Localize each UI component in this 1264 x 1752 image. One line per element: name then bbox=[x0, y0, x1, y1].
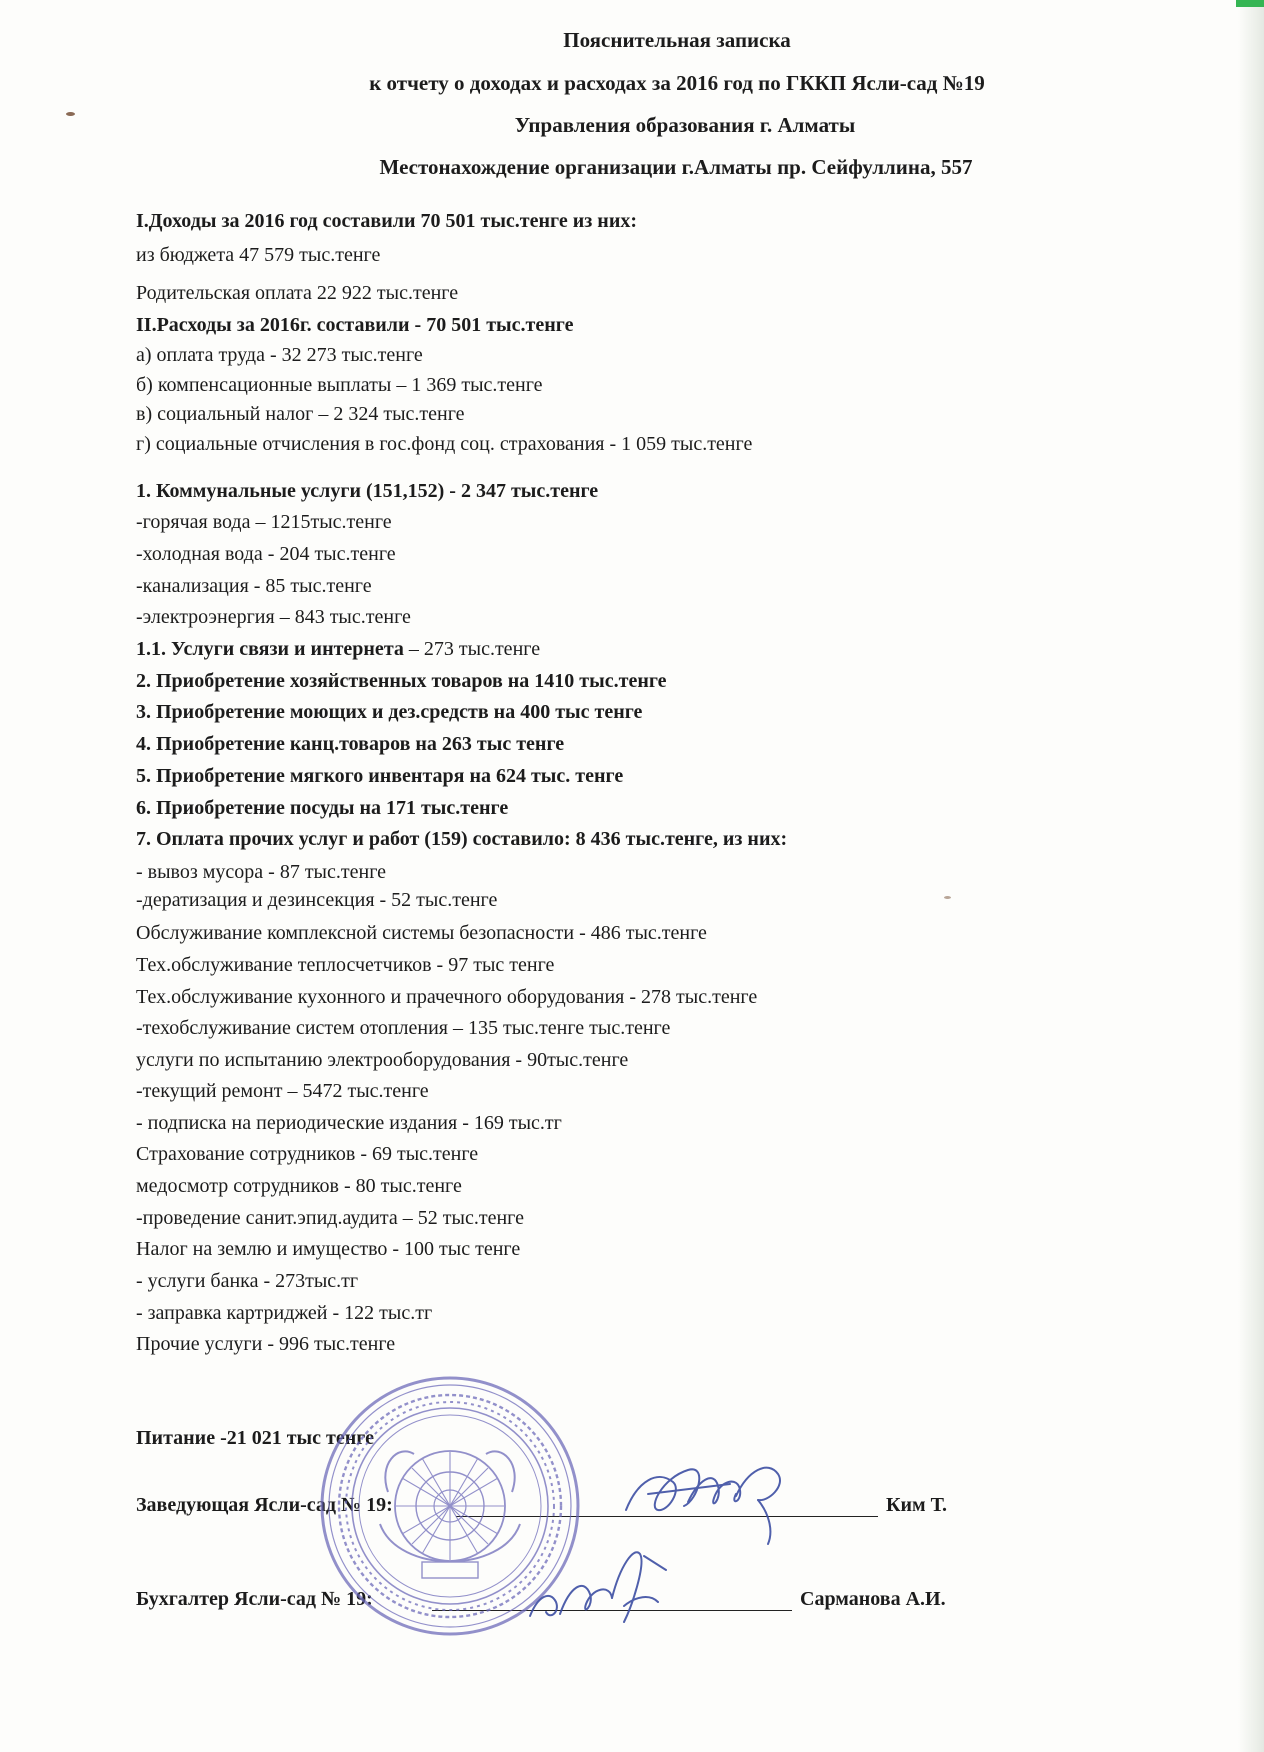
other-services-heading: 7. Оплата прочих услуг и работ (159) составило: 8 436 тыс.тенге, из них: bbox=[136, 828, 788, 850]
other-service-item: -дератизация и дезинсекция - 52 тыс.тенге bbox=[136, 889, 498, 911]
other-service-item: услуги по испытанию электрооборудования - 90тыс.тенге bbox=[136, 1049, 629, 1071]
scan-speck bbox=[944, 896, 951, 899]
communication-label: 1.1. Услуги связи и интернета bbox=[136, 638, 404, 660]
expense-item: а) оплата труда - 32 273 тыс.тенге bbox=[136, 344, 423, 366]
head-signature bbox=[618, 1440, 798, 1550]
expense-item: г) социальные отчисления в гос.фонд соц. страхования - 1 059 тыс.тенге bbox=[136, 433, 753, 455]
expense-item: в) социальный налог – 2 324 тыс.тенге bbox=[136, 403, 465, 425]
purchase-item: 5. Приобретение мягкого инвентаря на 624 тыс. тенге bbox=[136, 765, 624, 787]
income-budget: из бюджета 47 579 тыс.тенге bbox=[136, 244, 381, 266]
scan-speck bbox=[66, 112, 75, 116]
accountant-signature-label: Бухгалтер Ясли-сад № 19: bbox=[136, 1588, 373, 1610]
utilities-heading: 1. Коммунальные услуги (151,152) - 2 347 тыс.тенге bbox=[136, 480, 599, 502]
communication-line bbox=[136, 638, 540, 661]
other-service-item: - вывоз мусора - 87 тыс.тенге bbox=[136, 861, 387, 883]
income-parents: Родительская оплата 22 922 тыс.тенге bbox=[136, 282, 459, 304]
head-signature-label: Заведующая Ясли-сад № 19: bbox=[136, 1494, 393, 1516]
header-location: Местонахождение организации г.Алматы пр. Сейфуллина, 557 bbox=[379, 155, 973, 179]
other-service-item: -проведение санит.эпид.аудита – 52 тыс.тенге bbox=[136, 1207, 524, 1229]
accountant-signature bbox=[520, 1536, 680, 1646]
other-service-item: Тех.обслуживание кухонного и прачечного оборудования - 278 тыс.тенге bbox=[136, 986, 758, 1008]
utilities-item: -канализация - 85 тыс.тенге bbox=[136, 575, 372, 597]
income-heading: I.Доходы за 2016 год составили 70 501 тыс.тенге из них: bbox=[136, 210, 637, 232]
purchase-item: 6. Приобретение посуды на 171 тыс.тенге bbox=[136, 797, 509, 819]
scan-edge-shadow bbox=[1238, 0, 1264, 1752]
food-total: Питание -21 021 тыс тенге bbox=[136, 1427, 374, 1449]
communication-value: – 273 тыс.тенге bbox=[403, 638, 541, 660]
accountant-name: Сарманова А.И. bbox=[800, 1588, 946, 1610]
other-service-item: - услуги банка - 273тыс.тг bbox=[136, 1270, 359, 1292]
purchase-item: 3. Приобретение моющих и дез.средств на 400 тыс тенге bbox=[136, 701, 643, 723]
utilities-item: -холодная вода - 204 тыс.тенге bbox=[136, 543, 396, 565]
other-service-item: - подписка на периодические издания - 169 тыс.тг bbox=[136, 1112, 562, 1134]
other-service-item: Обслуживание комплексной системы безопасности - 486 тыс.тенге bbox=[136, 922, 707, 944]
other-service-item: Страхование сотрудников - 69 тыс.тенге bbox=[136, 1143, 479, 1165]
other-service-item: Прочие услуги - 996 тыс.тенге bbox=[136, 1333, 396, 1355]
expenses-heading: II.Расходы за 2016г. составили - 70 501 тыс.тенге bbox=[136, 314, 574, 336]
expense-item: б) компенсационные выплаты – 1 369 тыс.тенге bbox=[136, 374, 543, 396]
utilities-item: -горячая вода – 1215тыс.тенге bbox=[136, 511, 392, 533]
utilities-item: -электроэнергия – 843 тыс.тенге bbox=[136, 606, 411, 628]
other-service-item: -текущий ремонт – 5472 тыс.тенге bbox=[136, 1080, 429, 1102]
head-name: Ким Т. bbox=[886, 1494, 947, 1516]
document-title: Пояснительная записка bbox=[563, 28, 791, 52]
other-service-item: -техобслуживание систем отопления – 135 тыс.тенге тыс.тенге bbox=[136, 1017, 671, 1039]
other-service-item: - заправка картриджей - 122 тыс.тг bbox=[136, 1302, 433, 1324]
other-service-item: медосмотр сотрудников - 80 тыс.тенге bbox=[136, 1175, 462, 1197]
other-service-item: Налог на землю и имущество - 100 тыс тенге bbox=[136, 1238, 521, 1260]
other-service-item: Тех.обслуживание теплосчетчиков - 97 тыс тенге bbox=[136, 954, 555, 976]
purchase-item: 4. Приобретение канц.товаров на 263 тыс тенге bbox=[136, 733, 565, 755]
corner-mark bbox=[1236, 0, 1264, 7]
purchase-item: 2. Приобретение хозяйственных товаров на 1410 тыс.тенге bbox=[136, 670, 667, 692]
header-organization: Управления образования г. Алматы bbox=[514, 113, 856, 137]
header-subtitle: к отчету о доходах и расходах за 2016 год по ГККП Ясли-сад №19 bbox=[369, 71, 985, 95]
